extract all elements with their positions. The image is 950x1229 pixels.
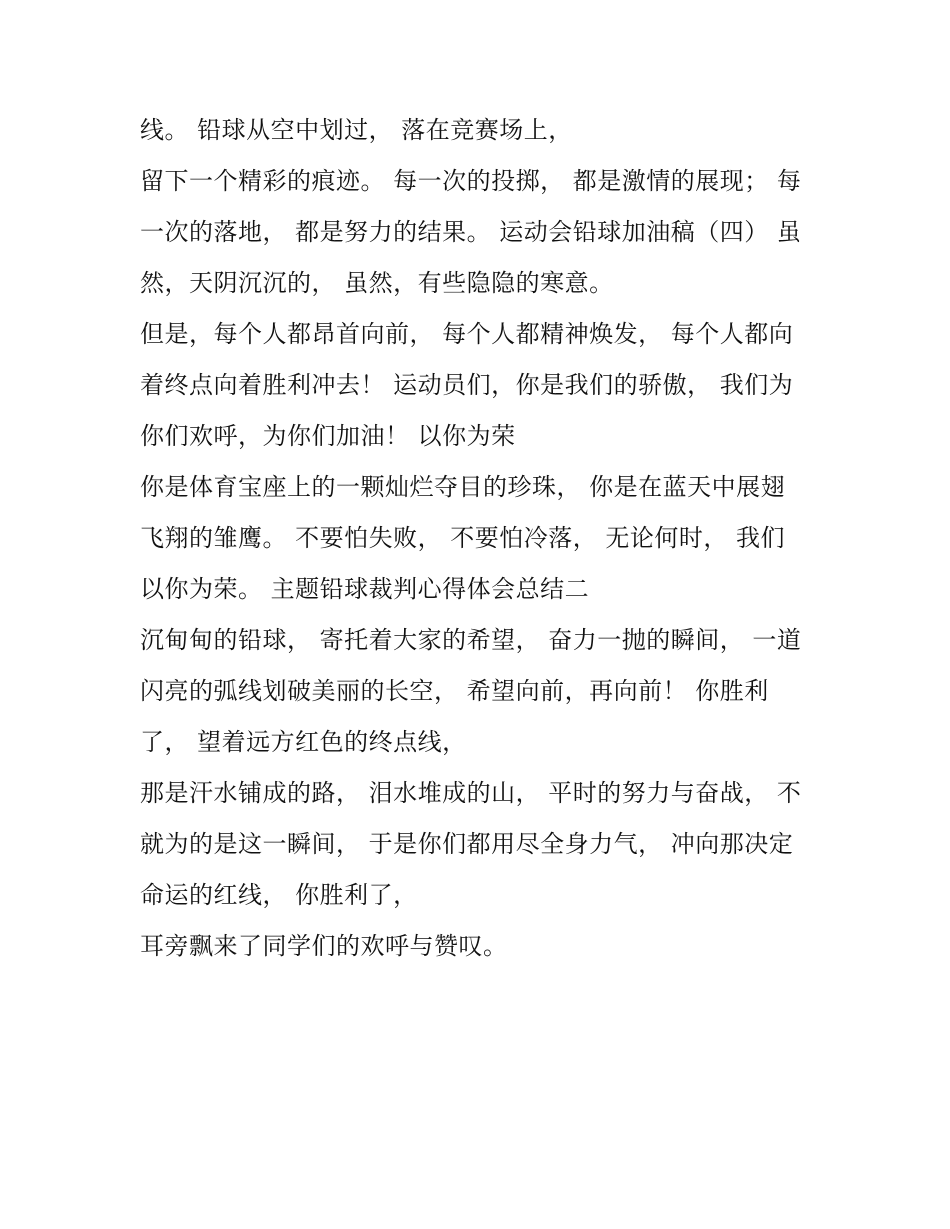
- text-line: 命运的红线， 你胜利了，: [140, 881, 418, 909]
- text-line: 沉甸甸的铅球， 寄托着大家的希望， 奋力一抛的瞬间， 一道: [140, 626, 802, 654]
- text-line: 你是体育宝座上的一颗灿烂夺目的珍珠， 你是在蓝天中展翅: [140, 473, 786, 501]
- document-body: [140, 105, 820, 972]
- text-line: 以你为荣。 主题铅球裁判心得体会总结二: [140, 575, 590, 603]
- text-line: 耳旁飘来了同学们的欢呼与赞叹。: [140, 932, 508, 960]
- text-line: 飞翔的雏鹰。 不要怕失败， 不要怕冷落， 无论何时， 我们: [140, 524, 786, 552]
- text-line: 闪亮的弧线划破美丽的长空， 希望向前，再向前！ 你胜利: [140, 677, 769, 705]
- text-line: 一次的落地， 都是努力的结果。 运动会铅球加油稿（四） 虽: [140, 218, 802, 246]
- text-line: 那是汗水铺成的路， 泪水堆成的山， 平时的努力与奋战， 不: [140, 779, 802, 807]
- text-line: 但是，每个人都昂首向前， 每个人都精神焕发， 每个人都向: [140, 320, 794, 348]
- text-line: 了， 望着远方红色的终点线，: [140, 728, 467, 756]
- text-line: 你们欢呼，为你们加油！ 以你为荣: [140, 422, 516, 450]
- text-line: 留下一个精彩的痕迹。 每一次的投掷， 都是激情的展现； 每: [140, 167, 802, 195]
- text-line: 着终点向着胜利冲去！ 运动员们，你是我们的骄傲， 我们为: [140, 371, 794, 399]
- text-line: 就为的是这一瞬间， 于是你们都用尽全身力气， 冲向那决定: [140, 830, 794, 858]
- text-line: 线。 铅球从空中划过， 落在竞赛场上，: [140, 116, 573, 144]
- text-line: 然，天阴沉沉的， 虽然，有些隐隐的寒意。: [140, 269, 614, 297]
